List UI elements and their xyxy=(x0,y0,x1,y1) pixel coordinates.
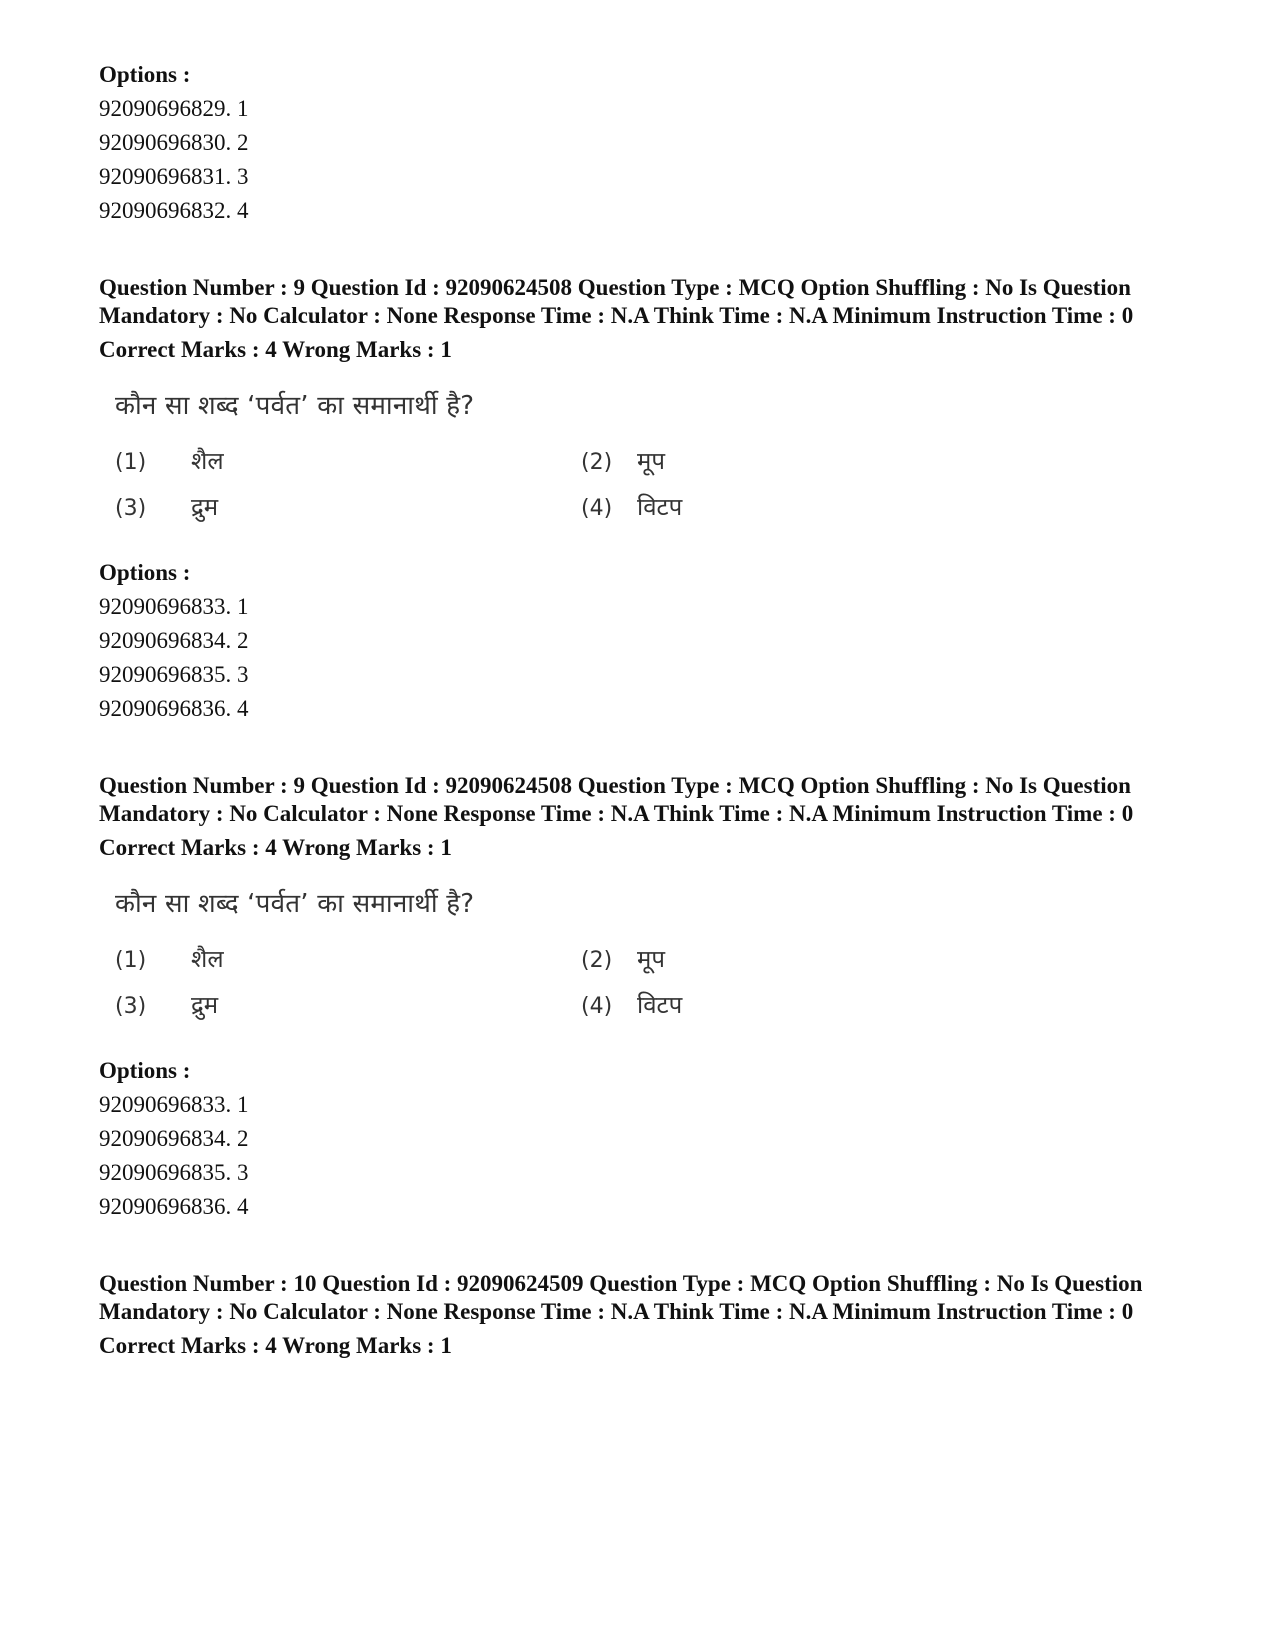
question-image xyxy=(99,378,1179,546)
spacer xyxy=(99,1224,1179,1270)
question-block xyxy=(99,772,1179,1224)
choice-number: (2) xyxy=(581,450,613,475)
option-line: 92090696835. 3 xyxy=(99,1160,249,1185)
option-line: 92090696833. 1 xyxy=(99,594,249,619)
question-block xyxy=(99,1270,1179,1360)
option-line: 92090696835. 3 xyxy=(99,662,249,687)
choice-3 xyxy=(115,490,218,523)
option-line: 92090696831. 3 xyxy=(99,164,249,189)
choice-4 xyxy=(581,490,682,523)
document-page xyxy=(99,58,1179,1360)
choice-4 xyxy=(581,988,682,1021)
choice-text: शैल xyxy=(191,945,224,973)
option-line: 92090696834. 2 xyxy=(99,1126,249,1151)
option-line: 92090696832. 4 xyxy=(99,198,249,223)
options-label: Options : xyxy=(99,1058,191,1083)
choice-1 xyxy=(115,942,224,975)
choice-text: मूप xyxy=(637,945,665,973)
question-marks: Correct Marks : 4 Wrong Marks : 1 xyxy=(99,835,452,860)
question-block xyxy=(99,274,1179,726)
question-marks: Correct Marks : 4 Wrong Marks : 1 xyxy=(99,337,452,362)
options-block xyxy=(99,1054,1179,1224)
options-block-top xyxy=(99,58,1179,228)
choice-number: (4) xyxy=(581,994,613,1019)
choice-text: विटप xyxy=(637,493,683,521)
options-label: Options : xyxy=(99,560,191,585)
choice-text: द्रुम xyxy=(191,493,219,521)
question-stem: कौन सा शब्द ‘पर्वत’ का समानार्थी है? xyxy=(115,391,475,421)
option-line: 92090696836. 4 xyxy=(99,1194,249,1219)
choice-number: (2) xyxy=(581,948,613,973)
question-header: Question Number : 9 Question Id : 92090624508 Question Type : MCQ Option Shuffling : No Is Question Mandatory : No Calculator : None Response Time : N.A Think Time : N.A Minimum Instruction Time : 0 xyxy=(99,275,1134,328)
choice-number: (3) xyxy=(115,496,147,521)
choice-3 xyxy=(115,988,218,1021)
options-label: Options : xyxy=(99,62,191,87)
question-image xyxy=(99,876,1179,1044)
choice-number: (1) xyxy=(115,948,147,973)
options-block xyxy=(99,556,1179,726)
choice-number: (3) xyxy=(115,994,147,1019)
question-stem: कौन सा शब्द ‘पर्वत’ का समानार्थी है? xyxy=(115,889,475,919)
spacer xyxy=(99,726,1179,772)
option-line: 92090696830. 2 xyxy=(99,130,249,155)
choice-2 xyxy=(581,942,665,975)
question-header: Question Number : 9 Question Id : 92090624508 Question Type : MCQ Option Shuffling : No Is Question Mandatory : No Calculator : None Response Time : N.A Think Time : N.A Minimum Instruction Time : 0 xyxy=(99,773,1134,826)
option-line: 92090696833. 1 xyxy=(99,1092,249,1117)
question-header: Question Number : 10 Question Id : 92090624509 Question Type : MCQ Option Shuffling : No Is Question Mandatory : No Calculator : None Response Time : N.A Think Time : N.A Minimum Instruction Time : 0 xyxy=(99,1271,1143,1324)
option-line: 92090696834. 2 xyxy=(99,628,249,653)
option-line: 92090696829. 1 xyxy=(99,96,249,121)
option-line: 92090696836. 4 xyxy=(99,696,249,721)
choice-1 xyxy=(115,444,224,477)
choice-text: द्रुम xyxy=(191,991,219,1019)
spacer xyxy=(99,228,1179,274)
choice-text: विटप xyxy=(637,991,683,1019)
choice-2 xyxy=(581,444,665,477)
question-marks: Correct Marks : 4 Wrong Marks : 1 xyxy=(99,1333,452,1358)
choice-number: (4) xyxy=(581,496,613,521)
choice-number: (1) xyxy=(115,450,147,475)
choice-text: मूप xyxy=(637,447,665,475)
choice-text: शैल xyxy=(191,447,224,475)
